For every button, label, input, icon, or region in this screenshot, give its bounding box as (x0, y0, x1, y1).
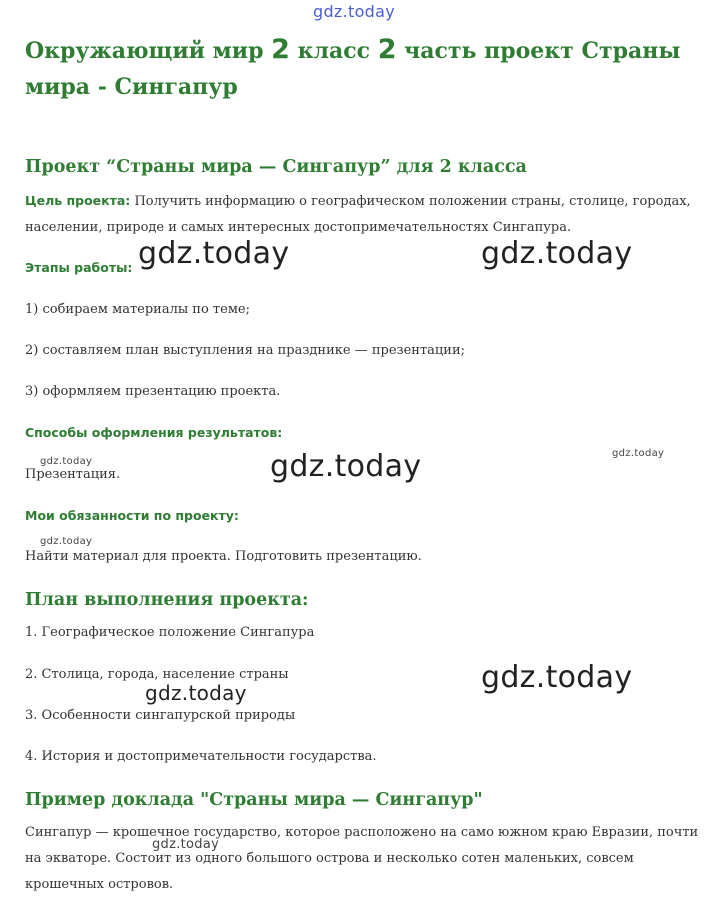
watermark-logo: gdz.today (145, 681, 247, 705)
duties-text: Найти материал для проекта. Подготовить презентацию. (25, 549, 422, 564)
watermark-logo: gdz.today (612, 448, 665, 459)
goal-text: Получить информацию о географическом положении страны, столице, городах, населении, природе и самых интересных достопримечательностях Сингапура. (25, 194, 691, 235)
stage-item-3: 3) оформляем презентацию проекта. (25, 384, 281, 399)
watermark-logo: gdz.today (40, 536, 93, 547)
stage-item-1: 1) собираем материалы по теме; (25, 302, 250, 317)
watermark-logo: gdz.today (40, 456, 93, 467)
plan-item-1: 1. Географическое положение Сингапура (25, 625, 315, 640)
plan-item-4: 4. История и достопримечательности государства. (25, 749, 377, 764)
watermark-logo: gdz.today (152, 837, 220, 852)
plan-item-2: 2. Столица, города, население страны (25, 667, 289, 682)
plan-item-3: 3. Особенности сингапурской природы (25, 708, 296, 723)
duties-label: Мои обязанности по проекту: (25, 508, 239, 523)
report-heading: Пример доклада "Страны мира — Сингапур" (25, 790, 483, 810)
watermark-logo: gdz.today (270, 449, 422, 484)
stage-item-2: 2) составляем план выступления на празднике — презентации; (25, 343, 465, 358)
watermark-logo: gdz.today (138, 236, 290, 271)
plan-heading: План выполнения проекта: (25, 590, 309, 610)
watermark-logo: gdz.today (481, 660, 633, 695)
project-heading: Проект “Страны мира — Сингапур” для 2 класса (25, 157, 527, 177)
watermark-logo: gdz.today (313, 2, 395, 21)
watermark-logo: gdz.today (481, 236, 633, 271)
goal-paragraph (25, 188, 700, 241)
goal-label: Цель проекта: (25, 193, 131, 208)
stages-label: Этапы работы: (25, 260, 133, 275)
methods-text: Презентация. (25, 467, 121, 482)
methods-label: Способы оформления результатов: (25, 425, 283, 440)
report-text: Сингапур — крошечное государство, которое расположено на само южном краю Евразии, почти на экваторе. Состоит из одного большого острова и несколько сотен маленьких, совсем крошечных островов. (25, 825, 699, 892)
page-title: Окружающий мир 2 класс 2 часть проект Страны мира - Сингапур (25, 34, 681, 100)
